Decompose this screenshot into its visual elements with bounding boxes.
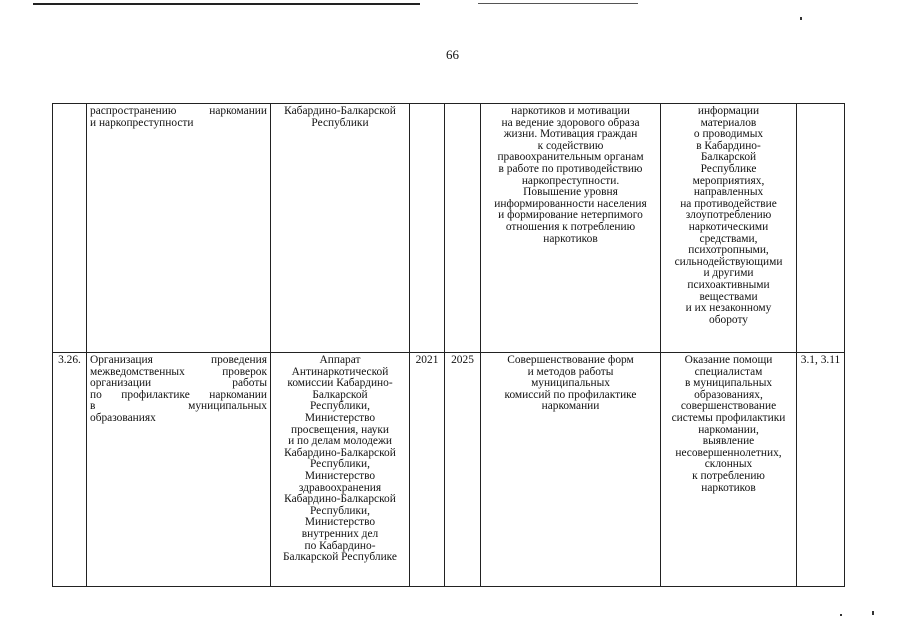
row-index-cell	[53, 104, 87, 353]
event-cell	[87, 104, 271, 353]
executor-text: Кабардино-Балкарской Республики	[284, 105, 396, 129]
top-scan-rule-right	[478, 3, 638, 4]
table-row	[53, 104, 845, 353]
row-index-cell: 3.26.	[53, 353, 87, 587]
result-cell	[481, 104, 661, 353]
event-line: Организация проведения	[90, 354, 267, 366]
indicator-text: Оказание помощи специалистам в муниципальных образованиях, совершенствование системы профилактики наркомании, выявление несовершеннолетних, склонных к потреблению наркотиков	[671, 354, 786, 494]
result-text: Совершенствование форм и методов работы муниципальных комиссий по профилактике наркомании	[504, 354, 637, 413]
scan-artifact	[800, 17, 802, 20]
event-line: организации работы	[90, 377, 267, 390]
end-year-cell	[445, 104, 481, 353]
executor-cell	[271, 104, 410, 353]
indicator-cell	[661, 353, 797, 587]
event-line: по профилактике наркомании	[90, 388, 267, 401]
event-line: и наркопреступности	[90, 116, 194, 129]
link-cell: 3.1, 3.11	[797, 353, 845, 587]
event-line: в муниципальных	[90, 400, 267, 413]
executor-text: Аппарат Антинаркотической комиссии Кабардино- Балкарской Республики, Министерство просвещения, науки и по делам молодежи Кабардино-Балкарской Республики, Министерство здравоохранения Кабардино-Балкарской Республики, Министерство внутренних дел по Кабардино- Балкарской Республике	[283, 354, 397, 564]
scan-artifact	[840, 614, 842, 616]
end-year-cell: 2025	[445, 353, 481, 587]
scan-artifact	[872, 611, 874, 615]
top-scan-rule	[33, 3, 420, 5]
plan-table	[52, 103, 845, 587]
result-cell	[481, 353, 661, 587]
executor-cell	[271, 353, 410, 587]
start-year-cell	[410, 104, 445, 353]
start-year-cell: 2021	[410, 353, 445, 587]
event-line: распространению наркомании	[90, 105, 267, 117]
indicator-text: информации материалов о проводимых в Кабардино- Балкарской Республике мероприятиях, направленных на противодействие злоупотреблению наркотическими средствами, психотропными, сильнодействующими и другими психоактивными веществами и их незаконному обороту	[674, 105, 783, 326]
page-number: 66	[446, 47, 459, 62]
event-line: межведомственных проверок	[90, 365, 267, 378]
link-cell	[797, 104, 845, 353]
indicator-cell	[661, 104, 797, 353]
event-line: образованиях	[90, 411, 156, 424]
result-text: наркотиков и мотивации на ведение здорового образа жизни. Мотивация граждан к содействию правоохранительным органам в работе по противодействию наркопреступности. Повышение уровня информированности населения и формирование нетерпимого отношения к потреблению наркотиков	[494, 105, 647, 245]
event-cell	[87, 353, 271, 587]
table-row	[53, 353, 845, 587]
